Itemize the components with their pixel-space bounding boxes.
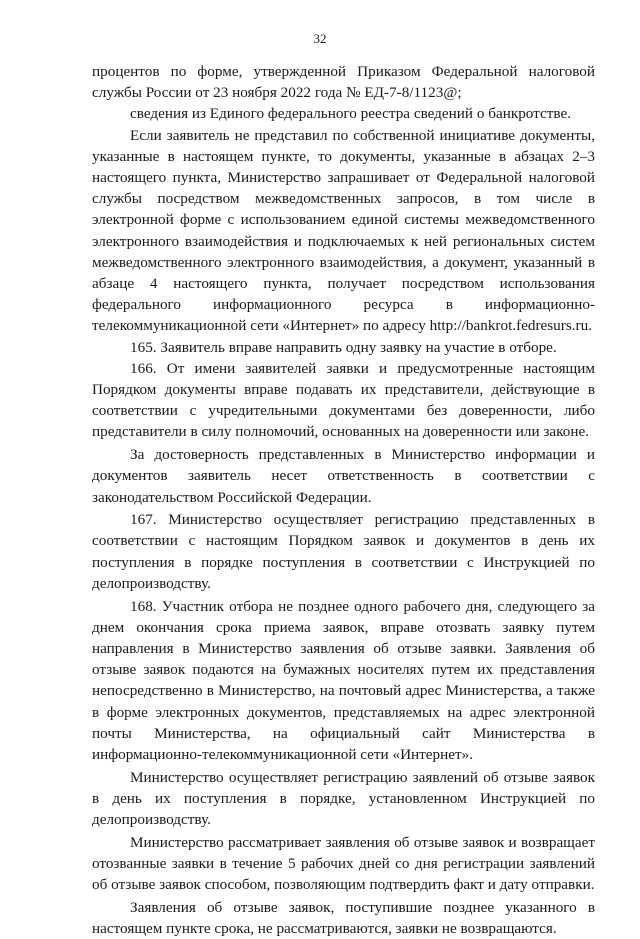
paragraph-clause-167: 167. Министерство осуществляет регистрацию представленных в соответствии с настоящим Порядком заявок и документов в день их поступления в порядке поступления в соответствии с Инструкцией по делопроизводству. (92, 511, 595, 592)
paragraph-late-withdrawals: Заявления об отзыве заявок, поступившие позднее указанного в настоящем пункте срока, не рассматриваются, заявки не возвращаются. (92, 898, 595, 938)
paragraph-bankruptcy-registry: сведения из Единого федерального реестра сведений о банкротстве. (130, 105, 572, 123)
paragraph-withdrawal-registration: Министерство осуществляет регистрацию заявлений об отзыве заявок в день их поступления в порядке, установленном Инструкцией по делопроизводству. (92, 768, 595, 829)
paragraph-clause-165: 165. Заявитель вправе направить одну заявку на участие в отборе. (130, 338, 557, 356)
paragraph-interagency-requests: Если заявитель не представил по собственной инициативе документы, указанные в настоящем пункте, то документы, указанные в абзацах 2–3 настоящего пункта, Министерство запрашивает от Федеральной налоговой службы посредством межведомственных запросов, в том числе в электронной форме с использованием единой системы межведомственного электронного взаимодействия и подключаемых к ней региональных систем межведомственного электронного взаимодействия, а документ, указанный в абзаце 4 настоящего пункта, получает посредством использования федерального информационного ресурса в информационно-телекоммуникационной сети «Интернет» по адресу http://bankrot.fedresurs.ru. (92, 126, 595, 335)
paragraph-clause-166: 166. От имени заявителей заявки и предусмотренные настоящим Порядком документы вправе подавать их представители, действующие в соответствии с учредительными документами без доверенности, либо представители в силу полномочий, основанных на доверенности или законе. (92, 359, 595, 441)
paragraph-responsibility: За достоверность представленных в Министерство информации и документов заявитель несет ответственность в соответствии с законодательством Российской Федерации. (92, 446, 595, 506)
paragraph-withdrawal-review: Министерство рассматривает заявления об отзыве заявок и возвращает отозванные заявки в течение 5 рабочих дней со дня регистрации заявлений об отзыве заявок способом, позволяющим подтвердить факт и дату отправки. (92, 833, 595, 894)
document-body (92, 61, 595, 939)
paragraph-clause-168: 168. Участник отбора не позднее одного рабочего дня, следующего за днем окончания срока приема заявок, вправе отозвать заявку путем направления в Министерство заявления об отзыве заявки. Заявления об отзыве заявок подаются на бумажных носителях путем их представления непосредственно в Министерство, на почтовый адрес Министерства, а также в форме электронных документов, представляемых на адрес электронной почты Министерства, на официальный сайт Министерства в информационно-телекоммуникационной сети «Интернет». (92, 597, 595, 763)
page-number: 32 (313, 31, 327, 46)
paragraph-tax-certificate-continuation: процентов по форме, утвержденной Приказом Федеральной налоговой службы России от 23 ноября 2022 года № ЕД-7-8/1123@; (92, 63, 595, 102)
